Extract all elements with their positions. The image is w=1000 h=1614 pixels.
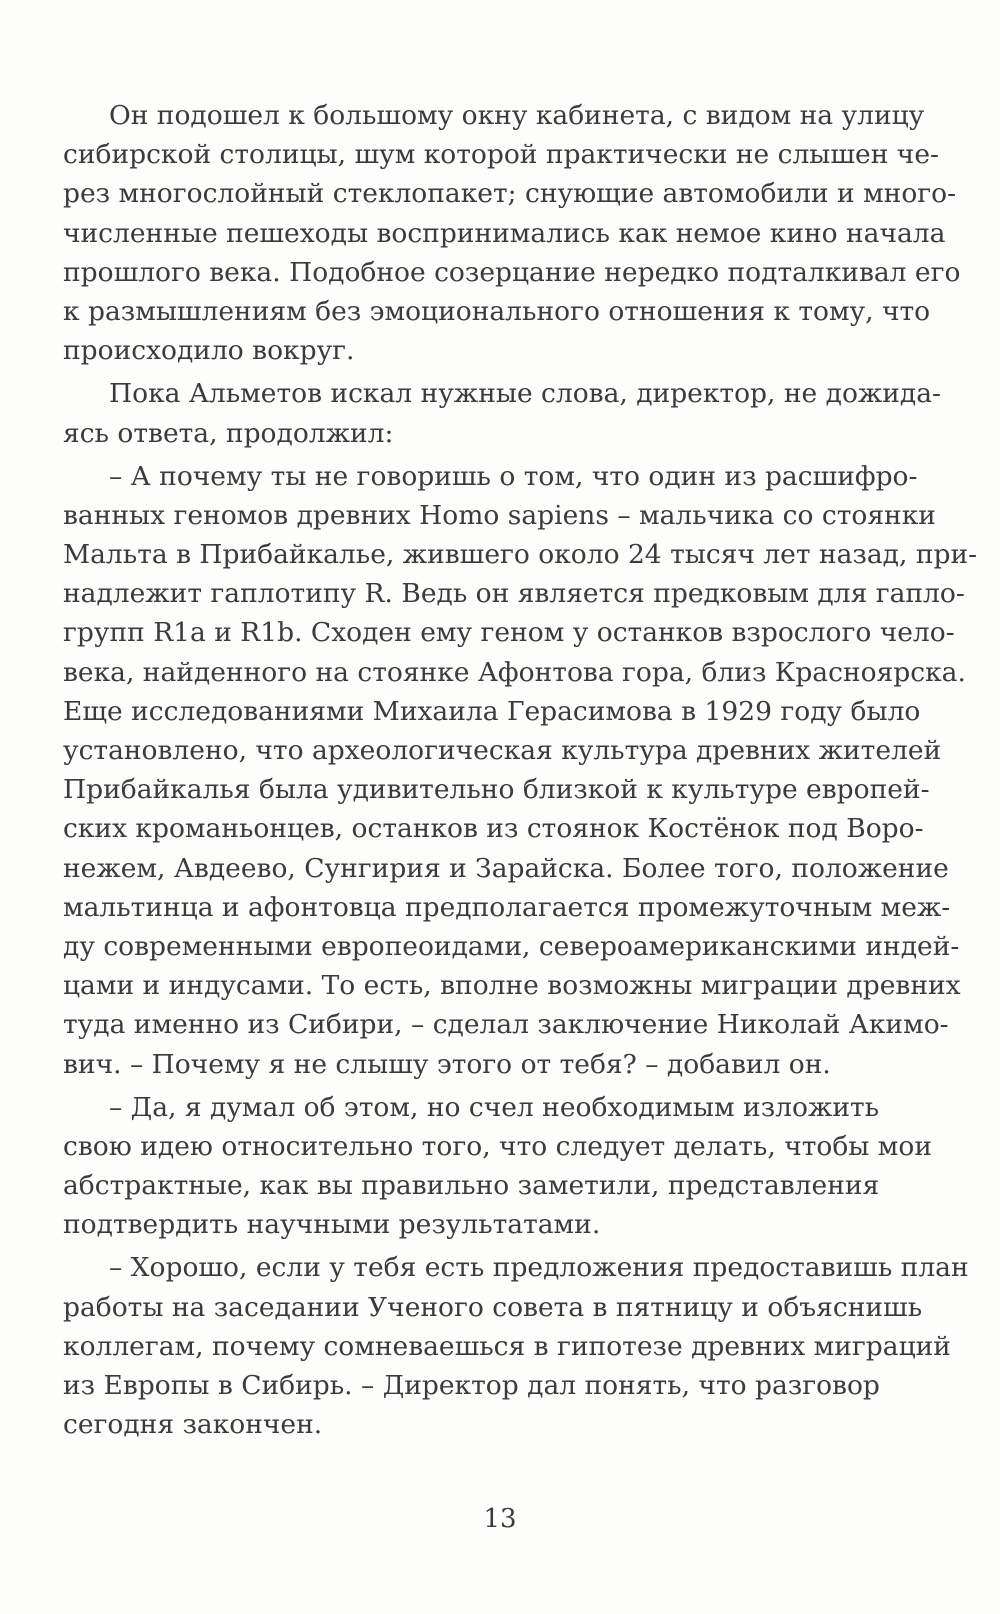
body-text — [63, 96, 978, 1444]
text-line: мальтинца и афонтовца предполагается промежуточным меж- — [63, 891, 951, 923]
text-line: века, найденного на стоянке Афонтова гора, близ Красноярска. — [63, 656, 966, 688]
paragraph — [63, 96, 961, 370]
text-line: надлежит гаплотипу R. Ведь он является предковым для гапло- — [63, 578, 965, 610]
text-line: цами и индусами. То есть, вполне возможны миграции древних — [63, 970, 961, 1002]
text-line: из Европы в Сибирь. – Директор дал понять, что разговор — [63, 1370, 880, 1401]
text-line: рез многослойный стеклопакет; снующие автомобили и много- — [63, 178, 957, 210]
text-line: вич. – Почему я не слышу этого от тебя? – добавил он. — [63, 1048, 831, 1080]
paragraph — [63, 1088, 933, 1245]
text-line: – Хорошо, если у тебя есть предложения предоставишь план — [109, 1252, 969, 1284]
text-line: Он подошел к большому окну кабинета, с видом на улицу — [109, 100, 925, 131]
text-line: коллегам, почему сомневаешься в гипотезе древних миграций — [63, 1330, 951, 1362]
text-line: Еще исследованиями Михаила Герасимова в 1929 году было — [63, 695, 921, 727]
paragraph — [63, 1248, 969, 1444]
text-line: ясь ответа, продолжил: — [63, 417, 394, 449]
text-line: происходило вокруг. — [63, 335, 355, 367]
text-line: установлено, что археологическая культура древних жителей — [63, 735, 942, 766]
text-line: Прибайкалья была удивительно близкой к культуре европей- — [63, 774, 930, 806]
text-line: абстрактные, как вы правильно заметили, представления — [63, 1170, 880, 1202]
text-line: подтвердить научными результатами. — [63, 1209, 601, 1241]
text-line: Мальта в Прибайкалье, жившего около 24 тысяч лет назад, при- — [63, 539, 978, 571]
text-line: групп R1a и R1b. Сходен ему геном у останков взрослого чело- — [63, 617, 955, 649]
text-line: ду современными европеоидами, североамериканскими индей- — [63, 930, 960, 962]
text-line: Пока Альметов искал нужные слова, директор, не дожида- — [109, 378, 942, 410]
paragraph — [63, 374, 942, 452]
text-line: к размышлениям без эмоционального отношения к тому, что — [63, 295, 931, 327]
text-line: туда именно из Сибири, – сделал заключение Николай Акимо- — [63, 1009, 949, 1041]
text-line: ванных геномов древних Homo sapiens – мальчика со стоянки — [63, 499, 936, 531]
text-line: ских кроманьонцев, останков из стоянок Костёнок под Воро- — [63, 813, 924, 845]
page-number: 13 — [483, 1504, 517, 1534]
paragraph — [63, 457, 978, 1084]
text-line: нежем, Авдеево, Сунгирия и Зарайска. Более того, положение — [63, 852, 949, 884]
text-line: сибирской столицы, шум которой практически не слышен че- — [63, 139, 939, 171]
text-line: свою идею относительно того, что следует делать, чтобы мои — [63, 1130, 933, 1162]
text-line: работы на заседании Ученого совета в пятницу и объяснишь — [63, 1291, 923, 1323]
text-line: прошлого века. Подобное созерцание нередко подталкивал его — [63, 256, 961, 288]
text-line: численные пешеходы воспринимались как немое кино начала — [63, 217, 946, 249]
text-line: – Да, я думал об этом, но счел необходимым изложить — [109, 1091, 880, 1123]
text-line: – А почему ты не говоришь о том, что один из расшифро- — [109, 460, 918, 492]
text-line: сегодня закончен. — [63, 1409, 323, 1441]
